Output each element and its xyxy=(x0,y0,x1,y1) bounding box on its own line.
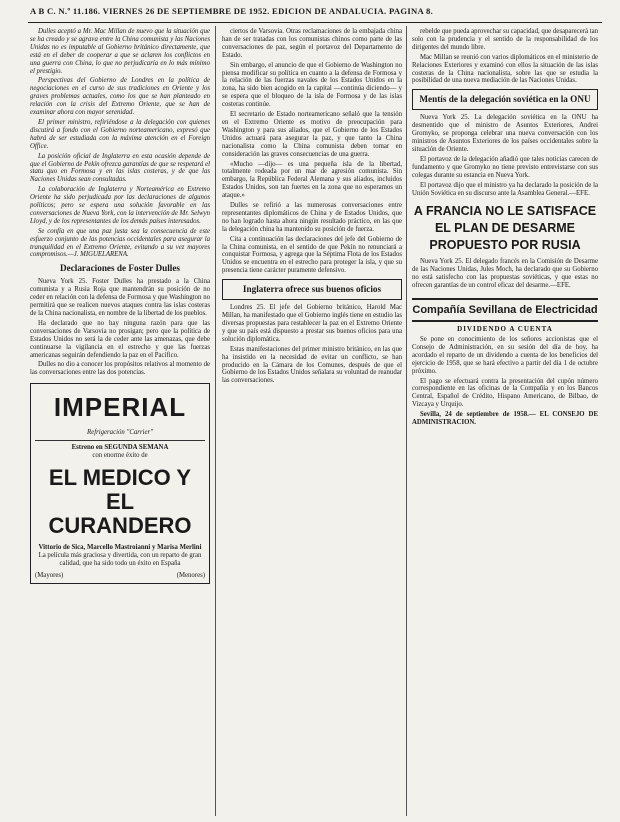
article-paragraph: Perspectivas del Gobierno de Londres en la política de negociaciones en el curso de sus tradiciones en Oriente y los graves problemas actuales, como los que se han planteado en relación con la crisis del Extremo Oriente, que se han de examinar ahora con mayor serenidad. xyxy=(30,77,210,117)
article-paragraph: Estas manifestaciones del primer ministro británico, en las que ha insistido en la necesidad de evitar un conflicto, se han producido en la Cámara de los Comunes, después de que el Gobierno de los Estados Unidos señalara su voluntad de reanudar las conversaciones. xyxy=(222,345,402,385)
article-paragraph: Dulles no dio a conocer los propósitos relativos al momento de las conversaciones entre las dos potencias. xyxy=(30,361,210,377)
column-3 xyxy=(412,28,598,814)
column-divider xyxy=(406,26,407,816)
article-paragraph: El primer ministro, refiriéndose a la delegación con quienes discutirá a fondo con el Gobierno norteamericano, expresó que habrá de ser estudiada con la máxima atención en el Foreign Office. xyxy=(30,118,210,150)
article-paragraph: Nueva York 25. Foster Dulles ha prestado a la China comunista y a Rusia Roja que mantendrán su posición de no ceder en relación con la defensa de Formosa y que Washington no permitirá que se realicen nuevos ataques contra las islas costeras de la China nacionalista, en nombre de la libertad de los pueblos. xyxy=(30,278,210,317)
article-paragraph: Nueva York 25. La delegación soviética en la ONU ha desmentido que el ministro de Asuntos Exteriores, Andrei Gromyko, se proponga celebrar una nueva conversación con los ministros de Asuntos Exteriores de los países occidentales sobre la situación de Oriente. xyxy=(412,114,598,153)
film-advisory: (Menores) xyxy=(176,572,205,580)
company-title: Compañía Sevillana de Electricidad xyxy=(412,298,598,322)
column-1 xyxy=(30,28,210,814)
article-paragraph: Dulles aceptó a Mr. Mac Millan de nuevo que la situación que se ha creado y se agrava entre la China comunista y las Naciones Unidas no es imputable al Gobierno británico directamente, que está en el deber de cooperar a que se aclaren los conflictos en una guerra con China, lo que no perjudicaría en lo más mínimo el prestigio. xyxy=(30,28,210,75)
article-paragraph: ciertos de Varsovia. Otras reclamaciones de la embajada china han de ser tratadas con los comunistas chinos como parte de las conversaciones de paz, según el portavoz del Departamento de Estado. xyxy=(222,28,402,59)
article-paragraph: Dulles se refirió a las numerosas conversaciones entre representantes diplomáticos de China y de Estados Unidos, que no han logrado hasta ahora ningún resultado práctico, en las que la delegación china ha mantenido su posición de fuerza. xyxy=(222,202,402,233)
article-paragraph: La colaboración de Inglaterra y Norteamérica en Extremo Oriente ha sido perjudicada por las declaraciones de algunos políticos; pero se espera una solución favorable en las conversaciones de Nueva York, con la intervención de Mr. Selwyn Lloyd, y de los representantes de los demás países interesados. xyxy=(30,186,210,225)
film-cast: Vittorio de Sica, Marcello Mastroianni y Marisa Merlini xyxy=(38,544,202,552)
article-paragraph: Sin embargo, el anuncio de que el Gobierno de Washington no piensa modificar su política en cuanto a la defensa de Formosa y la relación de las fuerzas navales de los Estados Unidos en la zona, ha sido bien acogido en la capital —continúa diciendo— y se espera que el bloqueo de la isla de Formosa y de las islas costeras continúe. xyxy=(222,61,402,109)
article-paragraph: El secretario de Estado norteamericano señaló que la tensión en el Extremo Oriente es motivo de preocupación para Washington y para sus aliados, que el Gobierno de los Estados Unidos actuará para asegurar la paz, y que tanto la China nacionalista como la China comunista deben tomar en consideración las graves consecuencias de una guerra. xyxy=(222,111,402,158)
notice-paragraph: El pago se efectuará contra la presentación del cupón número correspondiente en las oficinas de la Compañía y en los Bancos Central, Español de Crédito, Hispano Americano, de Bilbao, de Vizcaya y Urquijo. xyxy=(412,377,598,409)
column-divider xyxy=(215,26,216,816)
section-heading: Mentís de la delegación soviética en la ONU xyxy=(419,94,591,105)
section-heading-box xyxy=(412,89,598,110)
page-header: A B C. N.º 11.186. VIERNES 26 DE SEPTIEMBRE DE 1952. EDICION DE ANDALUCIA. PAGINA 8. xyxy=(30,6,434,16)
column-2 xyxy=(222,28,402,814)
ad-subtitle: Refrigeración "Carrier" xyxy=(87,429,153,437)
article-paragraph: Se confía en que una paz justa sea la consecuencia de este esfuerzo conjunto de las potencias occidentales para asegurar la tranquilidad en el Extremo Oriente, evitando a su vez mayores compromisos.—J. MIGUELARENA. xyxy=(30,227,210,259)
francia-headline: A FRANCIA NO LE SATISFACE EL PLAN DE DESARME PROPUESTO POR RUSIA xyxy=(413,204,597,253)
article-paragraph: rebelde que pueda aprovechar su capacidad, que desaparecerá tan solo con la prudencia y el sentido de la responsabilidad de los dirigentes del mundo libre. xyxy=(412,28,598,51)
film-note: La película más graciosa y divertida, con un reparto de gran calidad, que ha sido todo un éxito en España xyxy=(38,552,202,568)
article-paragraph: La posición oficial de Inglaterra en esta ocasión depende de que el Gobierno de Pekín ofrezca garantías de que se respetará el statu quo en Formosa y en las islas costeras, y de que las Naciones Unidas sean consultadas. xyxy=(30,152,210,184)
section-heading: Declaraciones de Foster Dulles xyxy=(59,263,180,274)
article-paragraph: «Mucho —dijo— es una pequeña isla de la libertad, totalmente rodeada por un mar de agresión comunista. Sin embargo, la República Federal Alemana y sus aliados, incluidos Estados Unidos, son tan fuertes en la zona que no esperamos un ataque.» xyxy=(222,160,402,200)
section-heading: Inglaterra ofrece sus buenos oficios xyxy=(242,284,382,295)
article-paragraph: Cita a continuación las declaraciones del jefe del Gobierno de la China comunista, en el sentido de que Pekín no renunciará a conquistar Formosa, y agrega que la Séptima Flota de los Estados Unidos se encuentra en el estrecho para proteger la isla, y que su presencia tiene carácter puramente defensivo. xyxy=(222,235,402,275)
premiere-line: Estreno en SEGUNDA SEMANA xyxy=(71,444,169,452)
cinema-name: IMPERIAL xyxy=(53,392,187,423)
notice-paragraph: Se pone en conocimiento de los señores accionistas que el Consejo de Administración, en su sesión del día de hoy, ha acordado el reparto de un dividendo a cuenta de los beneficios del ejercicio de 1958, que se hará efectivo a partir del día 1 de octubre próximo. xyxy=(412,336,598,375)
section-heading-box xyxy=(222,279,402,300)
article-paragraph: Londres 25. El jefe del Gobierno británico, Harold Mac Millan, ha manifestado que el Gobierno inglés tiene en estudio las diversas propuestas para restablecer la paz en el Extremo Oriente y que su país está dispuesto a prestar sus buenos oficios para una solución diplomática. xyxy=(222,304,402,343)
notice-signoff: Sevilla, 24 de septiembre de 1958.— EL CONSEJO DE ADMINISTRACION. xyxy=(412,411,598,427)
header-rule xyxy=(28,22,602,23)
article-paragraph: Ha declarado que no hay ninguna razón para que las conversaciones de Varsovia no prosigan; pero que la política de Estados Unidos no será la de ceder ante las amenazas, que debe continuarse la vigilancia en el estrecho y que las fuerzas americanas seguirán defendiendo la paz en el Pacífico. xyxy=(30,319,210,359)
dividend-heading: DIVIDENDO A CUENTA xyxy=(457,325,553,334)
article-paragraph: Nueva York 25. El delegado francés en la Comisión de Desarme de las Naciones Unidas, Jules Moch, ha declarado que su Gobierno no está satisfecho con las propuestas soviéticas, y que estas no ofrecen garantías de un control eficaz del desarme.—EFE. xyxy=(412,258,598,290)
cinema-advertisement xyxy=(30,383,210,584)
film-rating: (Mayores) xyxy=(35,572,64,580)
ad-divider xyxy=(35,440,205,441)
film-title: EL MEDICO Y EL CURANDERO xyxy=(48,465,192,539)
article-paragraph: El portavoz dijo que el ministro ya ha declarado la posición de la Unión Soviética en su discurso ante la Asamblea General.—EFE. xyxy=(412,181,598,197)
premiere-line: con enorme éxito de xyxy=(92,452,148,460)
article-paragraph: Mac Millan se reunió con varios diplomáticos en el ministerio de Relaciones Exteriores y examinó con ellos la situación de las islas costeras de la China nacionalista, sobre las que se estudia la posibilidad de una nueva mediación de las Naciones Unidas. xyxy=(412,53,598,85)
article-paragraph: El portavoz de la delegación añadió que tales noticias carecen de fundamento y que Gromyko no tiene previsto entrevistarse con sus colegas durante su estancia en Nueva York. xyxy=(412,155,598,179)
